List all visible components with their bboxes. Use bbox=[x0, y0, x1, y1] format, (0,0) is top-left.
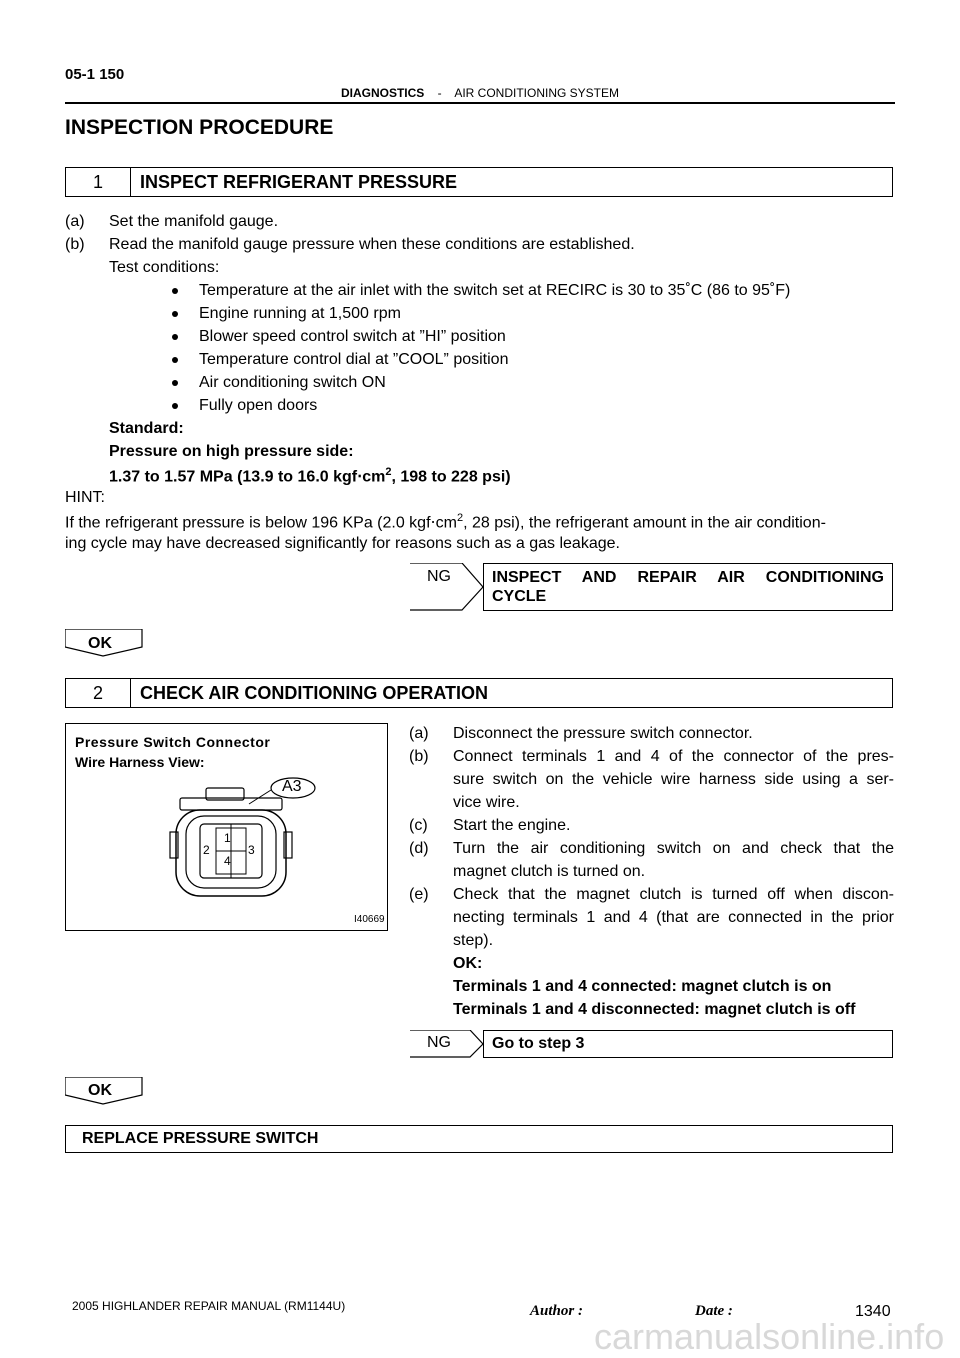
step-2-header bbox=[65, 678, 893, 708]
ok-label: OK bbox=[88, 1082, 112, 1099]
bullet-dot-icon bbox=[172, 334, 178, 340]
connector-id: A3 bbox=[282, 778, 302, 795]
pin-label: 4 bbox=[224, 854, 231, 868]
header-separator: - bbox=[437, 86, 442, 100]
page-footer-number: 1340 bbox=[855, 1303, 891, 1320]
item-label: (d) bbox=[409, 840, 429, 857]
ng-action-box: Go to step 3 bbox=[483, 1030, 893, 1058]
item-label: (c) bbox=[409, 817, 428, 834]
author-label: Author : bbox=[530, 1303, 583, 1319]
item-label: (a) bbox=[409, 725, 429, 742]
step-title: CHECK AIR CONDITIONING OPERATION bbox=[140, 683, 489, 703]
header-rule bbox=[65, 102, 895, 104]
superscript: 2 bbox=[385, 466, 392, 478]
test-condition-item: Fully open doors bbox=[199, 397, 318, 414]
ok-spec-line-2: Terminals 1 and 4 disconnected: magnet clutch is off bbox=[453, 1001, 856, 1018]
pin-label: 1 bbox=[224, 831, 231, 845]
figure-caption-2: Wire Harness View: bbox=[75, 754, 205, 770]
item-text: Turn the air conditioning switch on and check that the bbox=[453, 840, 894, 857]
item-label: (b) bbox=[65, 236, 85, 253]
step-1-header bbox=[65, 167, 893, 197]
test-condition-item: Air conditioning switch ON bbox=[199, 374, 386, 391]
section-header bbox=[0, 86, 960, 100]
standard-line-2 bbox=[109, 466, 511, 486]
figure-code: I40669 bbox=[354, 914, 385, 925]
standard-line-1: Pressure on high pressure side: bbox=[109, 443, 354, 460]
superscript: 2 bbox=[456, 512, 464, 524]
test-conditions-label: Test conditions: bbox=[109, 259, 220, 276]
hint-label: HINT: bbox=[65, 489, 105, 506]
item-text: vice wire. bbox=[453, 794, 520, 811]
item-text: step). bbox=[453, 932, 494, 949]
date-label: Date : bbox=[695, 1303, 733, 1319]
item-text: Disconnect the pressure switch connector. bbox=[453, 725, 753, 742]
ng-action-box bbox=[483, 563, 893, 611]
ng-label: NG bbox=[427, 1034, 451, 1051]
item-text: necting terminals 1 and 4 (that are connected in the prior bbox=[453, 909, 894, 926]
test-condition-item: Blower speed control switch at ”HI” position bbox=[199, 328, 506, 345]
ok-spec-label: OK: bbox=[453, 955, 483, 972]
item-label: (a) bbox=[65, 213, 85, 230]
test-condition-item: Engine running at 1,500 rpm bbox=[199, 305, 401, 322]
hint-text-tail: , 28 psi), the refrigerant amount in the air condition- bbox=[463, 514, 826, 532]
connector-figure bbox=[65, 723, 388, 931]
subsection-title: AIR CONDITIONING SYSTEM bbox=[454, 86, 620, 100]
bullet-dot-icon bbox=[172, 288, 178, 294]
standard-label: Standard: bbox=[109, 420, 184, 437]
item-text: Check that the magnet clutch is turned off when discon- bbox=[453, 886, 894, 903]
manual-footer: 2005 HIGHLANDER REPAIR MANUAL (RM1144U) bbox=[72, 1299, 346, 1313]
item-text: Set the manifold gauge. bbox=[109, 213, 279, 230]
ng-label: NG bbox=[427, 568, 451, 585]
final-action-box: REPLACE PRESSURE SWITCH bbox=[65, 1125, 893, 1153]
page-number: 05-1 150 bbox=[65, 66, 125, 83]
item-label: (b) bbox=[409, 748, 429, 765]
bullet-dot-icon bbox=[172, 357, 178, 363]
section-title: DIAGNOSTICS bbox=[340, 86, 425, 100]
item-label: (e) bbox=[409, 886, 429, 903]
bullet-dot-icon bbox=[172, 311, 178, 317]
standard-value: 1.37 to 1.57 MPa (13.9 to 16.0 kgf⋅cm bbox=[109, 468, 386, 486]
ok-label: OK bbox=[88, 635, 112, 652]
step-title: INSPECT REFRIGERANT PRESSURE bbox=[140, 172, 458, 192]
item-text: Connect terminals 1 and 4 of the connector of the pres- bbox=[453, 748, 894, 765]
page-title: INSPECTION PROCEDURE bbox=[65, 116, 334, 139]
step-number: 1 bbox=[66, 168, 131, 196]
hint-text: If the refrigerant pressure is below 196 KPa (2.0 kgf⋅cm bbox=[65, 514, 457, 532]
bullet-dot-icon bbox=[172, 380, 178, 386]
step-number: 2 bbox=[66, 679, 131, 707]
ok-spec-line-1: Terminals 1 and 4 connected: magnet clutch is on bbox=[453, 978, 832, 995]
hint-line-2: ing cycle may have decreased significantly for reasons such as a gas leakage. bbox=[65, 535, 620, 552]
hint-line-1 bbox=[65, 512, 826, 532]
bullet-dot-icon bbox=[172, 403, 178, 409]
pin-label: 3 bbox=[248, 843, 255, 857]
standard-value-tail: , 198 to 228 psi) bbox=[391, 468, 511, 486]
test-condition-item: Temperature at the air inlet with the switch set at RECIRC is 30 to 35˚C (86 to 95˚F) bbox=[199, 282, 791, 299]
figure-caption-1: Pressure Switch Connector bbox=[75, 734, 271, 750]
connector-drawing bbox=[66, 724, 387, 930]
item-text: Start the engine. bbox=[453, 817, 571, 834]
test-condition-item: Temperature control dial at ”COOL” position bbox=[199, 351, 509, 368]
item-text: Read the manifold gauge pressure when these conditions are established. bbox=[109, 236, 635, 253]
item-text: magnet clutch is turned on. bbox=[453, 863, 646, 880]
item-text: sure switch on the vehicle wire harness side using a ser- bbox=[453, 771, 894, 788]
ng-action-line-1: INSPECT AND REPAIR AIR CONDITIONING bbox=[492, 569, 884, 586]
watermark: carmanualsonline.info bbox=[594, 1316, 945, 1357]
pin-label: 2 bbox=[203, 843, 210, 857]
ng-action-line-2: CYCLE bbox=[492, 588, 547, 605]
